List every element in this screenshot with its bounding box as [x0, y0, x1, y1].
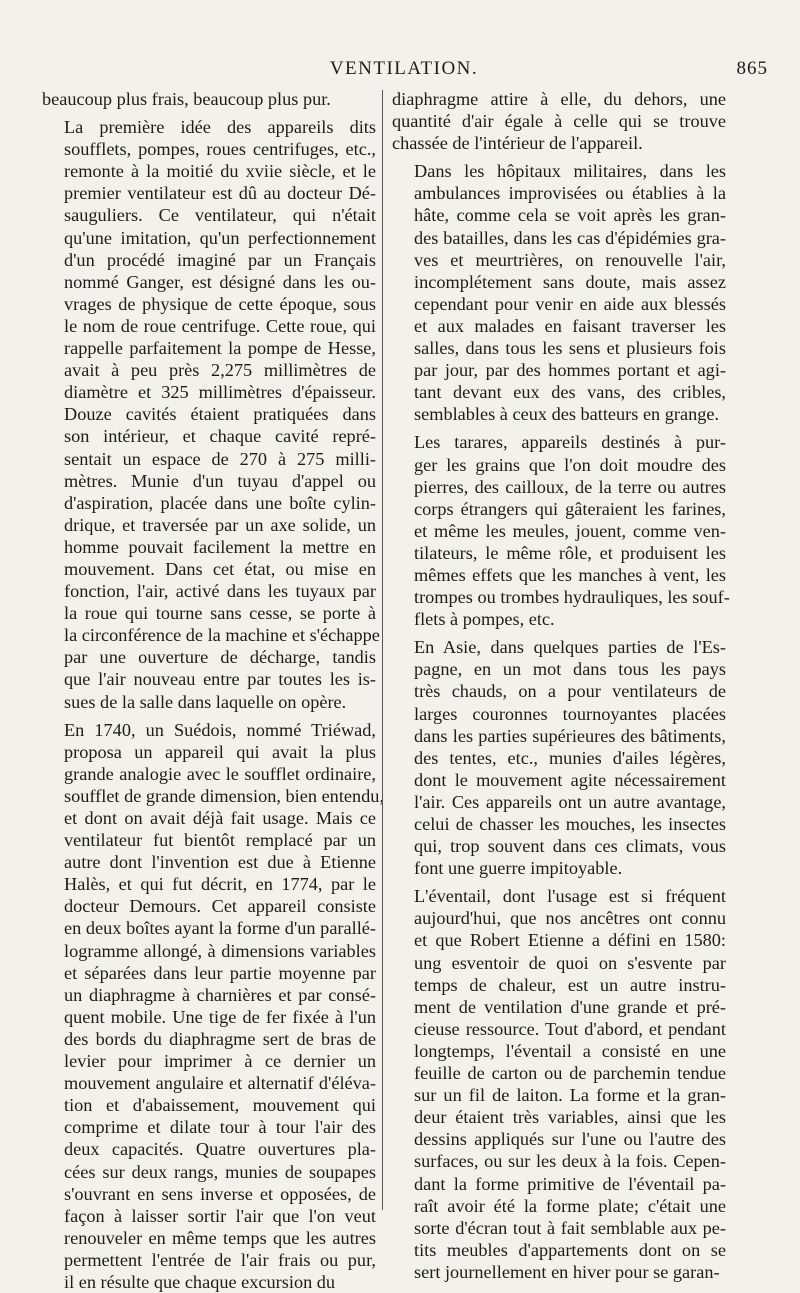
text-line: autre dont l'invention est due à Etienne — [64, 852, 376, 873]
text-line: rappelle parfaitement la pompe de Hesse, — [64, 338, 376, 359]
text-line: dant la forme primitive de l'éventail pa- — [414, 1173, 726, 1194]
text-line: soufflets, pompes, roues centrifuges, etc., — [64, 139, 376, 160]
text-line: ment de ventilation d'une grande et pré- — [414, 996, 726, 1017]
text-line: chassée de l'intérieur de l'appareil. — [392, 133, 643, 154]
running-header — [40, 52, 768, 86]
running-title: VENTILATION. — [329, 58, 479, 79]
text-line: et même les meules, jouent, comme ven- — [414, 520, 726, 541]
text-line: sorte d'écran tout à fait semblable aux pe- — [414, 1217, 726, 1238]
text-line: permettent l'entrée de l'air frais ou pur, — [64, 1249, 376, 1270]
text-line: la roue qui tourne sans cesse, se porte à — [64, 603, 376, 624]
text-line: longtemps, l'éventail a consisté en une — [414, 1040, 726, 1061]
text-line: drique, et traversée par un axe solide, un — [64, 514, 376, 535]
text-line: Halès, et qui fut décrit, en 1774, par le — [64, 874, 376, 895]
text-line: feuille de carton ou de parchemin tendue — [414, 1063, 726, 1084]
text-line: premier ventilateur est dû au docteur Dé- — [64, 183, 376, 204]
page-number: 865 — [736, 58, 768, 79]
paragraph — [42, 719, 385, 1293]
text-line: un diaphragme à charnières et par consé- — [64, 984, 376, 1005]
text-line: et aux malades en faisant traverser les — [414, 315, 726, 336]
text-line: vrages de physique de cette époque, sous — [64, 293, 376, 314]
left-text-column — [42, 88, 385, 1293]
text-line: logramme allongé, à dimensions variables — [64, 940, 376, 961]
text-line: deur étaient très variables, ainsi que les — [414, 1107, 726, 1128]
text-line: d'un procédé imaginé par un Français — [64, 249, 376, 270]
text-line: fonction, l'air, activé dans les tuyaux par — [64, 581, 376, 602]
text-line: l'air. Ces appareils ont un autre avantage, — [414, 791, 726, 812]
text-line: très chauds, on a pour ventilateurs de — [414, 681, 726, 702]
text-line: mètres. Munie d'un tuyau d'appel ou — [64, 470, 376, 491]
text-line: mouvement angulaire et alternatif d'éléva- — [64, 1073, 376, 1094]
text-line: avait à peu près 2,275 millimètres de — [64, 360, 376, 381]
text-line: mêmes effets que les manches à vent, les — [414, 564, 726, 585]
text-line: le nom de roue centrifuge. Cette roue, qui — [64, 315, 376, 336]
text-line: diamètre et 325 millimètres d'épaisseur. — [64, 382, 376, 403]
text-line: grande analogie avec le soufflet ordinaire, — [64, 763, 376, 784]
text-line: renouveler en même temps que les autres — [64, 1227, 376, 1248]
text-line: la circonférence de la machine et s'échappe — [64, 625, 380, 646]
text-line: proposa un appareil qui avait la plus — [64, 741, 376, 762]
text-line: il en résulte que chaque excursion du — [64, 1271, 336, 1292]
text-line: en deux boîtes ayant la forme d'un parallé- — [64, 918, 376, 939]
text-line: quent mobile. Une tige de fer fixée à l'un — [64, 1006, 376, 1027]
text-line: soufflet de grande dimension, bien entendu, — [64, 785, 385, 806]
text-line: cées sur deux rangs, munies de soupapes — [64, 1161, 376, 1182]
text-line: dessins appliqués sur l'une ou l'autre des — [414, 1129, 726, 1150]
text-line: par une ouverture de décharge, tandis — [64, 647, 376, 668]
text-line: ambulances improvisées ou établies à la — [414, 183, 726, 204]
text-line: ger les grains que l'on doit moudre des — [414, 454, 726, 475]
text-line: font une guerre impitoyable. — [414, 858, 623, 879]
text-line: La première idée des appareils dits — [64, 117, 376, 138]
text-line: incomplétement sans doute, mais assez — [414, 271, 726, 292]
text-line: nommé Ganger, est désigné dans les ou- — [64, 271, 376, 292]
text-line: sentait un espace de 270 à 275 milli- — [64, 448, 376, 469]
text-line: beaucoup plus frais, beaucoup plus pur. — [42, 89, 331, 109]
text-line: surfaces, ou sur les deux à la fois. Cepen- — [414, 1151, 726, 1172]
paragraph — [42, 116, 380, 713]
paragraph — [392, 160, 726, 425]
text-line: sur un fil de laiton. La forme et la gran- — [414, 1085, 726, 1106]
paragraph — [392, 431, 730, 630]
text-line: Les tarares, appareils destinés à pur- — [414, 432, 726, 453]
paragraph — [392, 636, 726, 879]
text-line: larges couronnes tournoyantes placées — [414, 703, 726, 724]
text-line: flets à pompes, etc. — [414, 609, 555, 630]
text-line: En Asie, dans quelques parties de l'Es- — [414, 637, 726, 658]
text-line: ves et meurtrières, on renouvelle l'air, — [414, 249, 726, 270]
text-line: temps de chaleur, est un autre instru- — [414, 974, 726, 995]
text-line: et dont on avait déjà fait usage. Mais ce — [64, 808, 376, 828]
text-line: pierres, des cailloux, de la terre ou autres — [414, 476, 726, 497]
paragraph — [42, 88, 376, 110]
text-line: par jour, par des hommes portant et agi- — [414, 360, 726, 381]
text-line: façon à laisser sortir l'air que l'on veut — [64, 1205, 376, 1226]
text-line: tits meubles d'appartements dont on se — [414, 1239, 726, 1260]
column-divider — [382, 90, 383, 1210]
text-line: deux capacités. Quatre ouvertures pla- — [64, 1139, 376, 1160]
text-line: tilateurs, le même rôle, et produisent les — [414, 542, 726, 563]
text-line: quantité d'air égale à celle qui se trouve — [392, 111, 726, 132]
text-line: salles, dans tous les sens et plusieurs fois — [414, 338, 726, 359]
text-line: dont le mouvement agite nécessairement — [414, 769, 726, 790]
text-line: aujourd'hui, que nos ancêtres ont connu — [414, 908, 726, 929]
text-line: hâte, comme cela se voit après les gran- — [414, 205, 726, 226]
text-line: En 1740, un Suédois, nommé Triéwad, — [64, 719, 376, 740]
text-line: que l'air nouveau entre par toutes les is- — [64, 669, 376, 690]
text-line: semblables à ceux des batteurs en grange. — [414, 404, 720, 425]
text-line: et que Robert Etienne a défini en 1580: — [414, 930, 726, 951]
text-line: mouvement. Dans cet état, ou mise en — [64, 558, 376, 579]
text-line: d'aspiration, placée dans une boîte cylin- — [64, 492, 376, 513]
text-line: ung esventoir de quoi on s'esvente par — [414, 952, 726, 973]
text-line: tion et d'abaissement, mouvement qui — [64, 1095, 376, 1116]
text-line: son intérieur, et chaque cavité repré- — [64, 426, 376, 447]
text-line: pagne, en un mot dans tous les pays — [414, 659, 726, 680]
text-line: comprime et dilate tour à tour l'air des — [64, 1117, 376, 1138]
text-line: et séparées dans leur partie moyenne par — [64, 962, 376, 983]
text-line: Douze cavités étaient pratiquées dans — [64, 404, 376, 425]
text-line: corps étrangers qui gâteraient les farines, — [414, 498, 726, 519]
text-line: qu'une imitation, qu'un perfectionnement — [64, 227, 376, 248]
text-line: raît avoir été la forme plate; c'était une — [414, 1195, 726, 1216]
text-line: cieuse ressource. Tout d'abord, et pendant — [414, 1018, 726, 1039]
text-line: s'ouvrant en sens inverse et opposées, de — [64, 1183, 376, 1204]
text-line: qui, trop souvent dans ces climats, vous — [414, 836, 726, 857]
text-line: dans les parties supérieures des bâtiments, — [414, 725, 726, 746]
text-line: sert journellement en hiver pour se garan- — [414, 1261, 720, 1282]
text-line: diaphragme attire à elle, du dehors, une — [392, 89, 726, 109]
text-line: L'éventail, dont l'usage est si fréquent — [414, 886, 726, 907]
text-line: levier pour imprimer à ce dernier un — [64, 1051, 376, 1072]
text-line: tant devant eux des vans, des cribles, — [414, 382, 726, 403]
text-line: homme pouvait facilement la mettre en — [64, 536, 376, 557]
text-line: Dans les hôpitaux militaires, dans les — [414, 161, 726, 182]
right-text-column — [392, 88, 730, 1283]
text-line: sues de la salle dans laquelle on opère. — [64, 691, 347, 712]
text-line: des tentes, etc., munies d'ailes légères, — [414, 747, 726, 768]
paragraph — [392, 885, 726, 1283]
text-line: ventilateur fut bientôt remplacé par un — [64, 830, 376, 851]
text-line: remonte à la moitié du xviie siècle, et le — [64, 161, 376, 182]
text-line: des batailles, dans les cas d'épidémies gra- — [414, 227, 726, 248]
text-line: celui de chasser les mouches, les insectes — [414, 814, 726, 834]
text-line: sauguliers. Ce ventilateur, qui n'était — [64, 205, 376, 226]
text-line: trompes ou trombes hydrauliques, les souf- — [414, 587, 730, 608]
text-line: docteur Demours. Cet appareil consiste — [64, 896, 376, 917]
text-line: cependant pour venir en aide aux blessés — [414, 293, 726, 314]
paragraph — [392, 88, 726, 154]
text-line: des bords du diaphragme sert de bras de — [64, 1028, 376, 1049]
